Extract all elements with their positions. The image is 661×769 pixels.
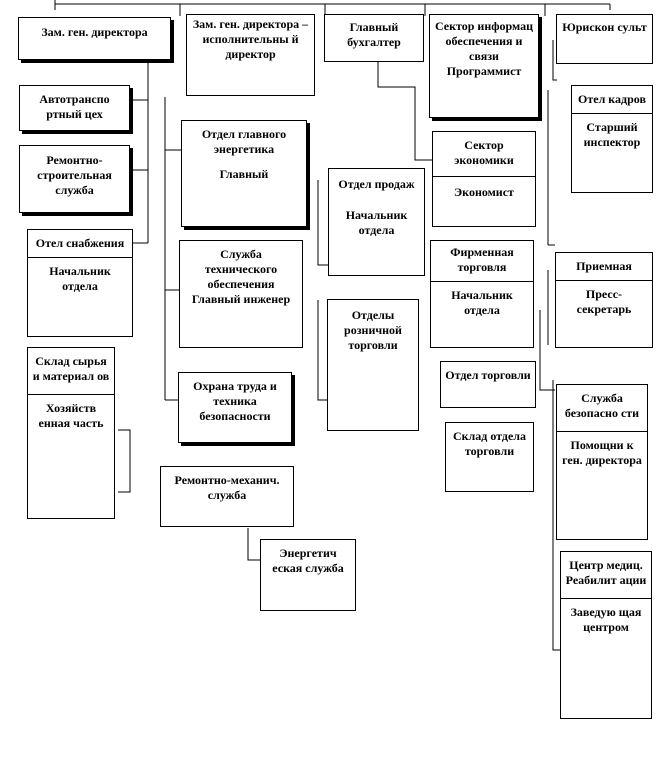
chief-accountant-box: [324, 14, 424, 62]
warehouse-divider: [28, 394, 114, 395]
chief-energy-dept-label: Отдел главного энергетика: [201, 127, 287, 156]
center-head-label: Заведую щая центром: [570, 605, 642, 634]
chief-accountant-label: Главный бухгалтер: [347, 20, 401, 49]
motor-shop-label: Автотранспо ртный цех: [39, 92, 110, 121]
deputy-gd-box: [18, 17, 171, 60]
info-branch-line: [548, 90, 555, 345]
medical-divider: [561, 598, 651, 599]
energy-service-label: Энергетич еская служба: [272, 546, 344, 575]
hr-dept-label: Отел кадров: [578, 92, 646, 106]
repair-construction-box: [19, 145, 130, 213]
economics-divider: [433, 176, 535, 177]
supply-head-label: Начальник отдела: [49, 264, 111, 293]
sales-dept-label: Отдел продаж: [338, 177, 415, 191]
economist-label: Экономист: [454, 185, 514, 199]
labor-safety-box: [178, 372, 292, 443]
hr-box: [571, 85, 653, 193]
hr-inspector-label: Старший инспектор: [583, 120, 641, 149]
retail-box: [327, 299, 419, 431]
sales-head-label: Начальник отдела: [345, 208, 408, 237]
motor-shop-box: [19, 85, 130, 131]
supply-box: [27, 229, 133, 337]
chief-energy-box: [181, 120, 307, 227]
repair-energy-line: [248, 528, 260, 560]
security-service-label: Служба безопасно сти: [564, 391, 640, 420]
info-sector-label: Сектор информац обеспечения и связи Программист: [434, 19, 534, 78]
trade-warehouse-label: Склад отдела торговли: [452, 429, 527, 458]
gd-assistant-label: Помощни к ген. директора: [562, 438, 642, 467]
security-box: [556, 384, 648, 540]
trade-warehouse-box: [445, 422, 534, 492]
warehouse-raw-box: [27, 347, 115, 519]
sales-box: [328, 168, 425, 276]
labor-safety-label: Охрана труда и техника безопасности: [193, 379, 277, 423]
repair-mech-box: [160, 466, 294, 527]
lawyer-label: Юрискон сульт: [562, 20, 647, 34]
deputy-branch-line: [130, 62, 148, 243]
accountant-econ-line: [378, 62, 432, 160]
press-secretary-label: Пресс-секретарь: [576, 287, 632, 316]
energy-service-box: [260, 539, 356, 611]
economics-box: [432, 131, 536, 227]
reception-label: Приемная: [576, 259, 632, 273]
repair-mech-label: Ремонтно-механич. служба: [174, 473, 280, 502]
reception-divider: [556, 280, 652, 281]
household-label: Хозяйств енная часть: [38, 401, 104, 430]
brand-trade-box: [430, 240, 534, 348]
medical-center-box: [560, 551, 652, 719]
security-divider: [557, 431, 647, 432]
supply-dept-label: Отел снабжения: [35, 236, 125, 250]
brand-trade-divider: [431, 281, 533, 282]
medical-center-label: Центр медиц. Реабилит ации: [565, 558, 647, 587]
repair-construction-label: Ремонтно-строительная служба: [37, 153, 112, 197]
trade-dept-box: [440, 361, 536, 408]
deputy-gd-label: Зам. ген. директора: [41, 25, 148, 39]
brand-trade-head-label: Начальник отдела: [451, 288, 513, 317]
tech-support-box: [179, 240, 303, 348]
exec-director-label: Зам. ген. директора – исполнительны й директор: [192, 17, 309, 61]
warehouse-raw-label: Склад сырья и материал ов: [32, 354, 110, 383]
chief-energy-role-label: Главный: [219, 167, 269, 181]
tech-support-label: Служба технического обеспечения Главный инженер: [191, 247, 291, 306]
trade-dept-label: Отдел торговли: [445, 368, 531, 382]
retail-depts-label: Отделы розничной торговли: [344, 308, 402, 352]
supply-divider: [28, 257, 132, 258]
info-sector-box: [429, 14, 539, 118]
lawyer-box: [556, 14, 653, 64]
warehouse-branch-line: [118, 430, 130, 492]
economics-sector-label: Сектор экономики: [454, 138, 514, 167]
brand-trade-label: Фирменная торговля: [450, 245, 514, 274]
reception-box: [555, 252, 653, 348]
exec-director-box: [186, 14, 315, 96]
hr-divider: [572, 113, 652, 114]
